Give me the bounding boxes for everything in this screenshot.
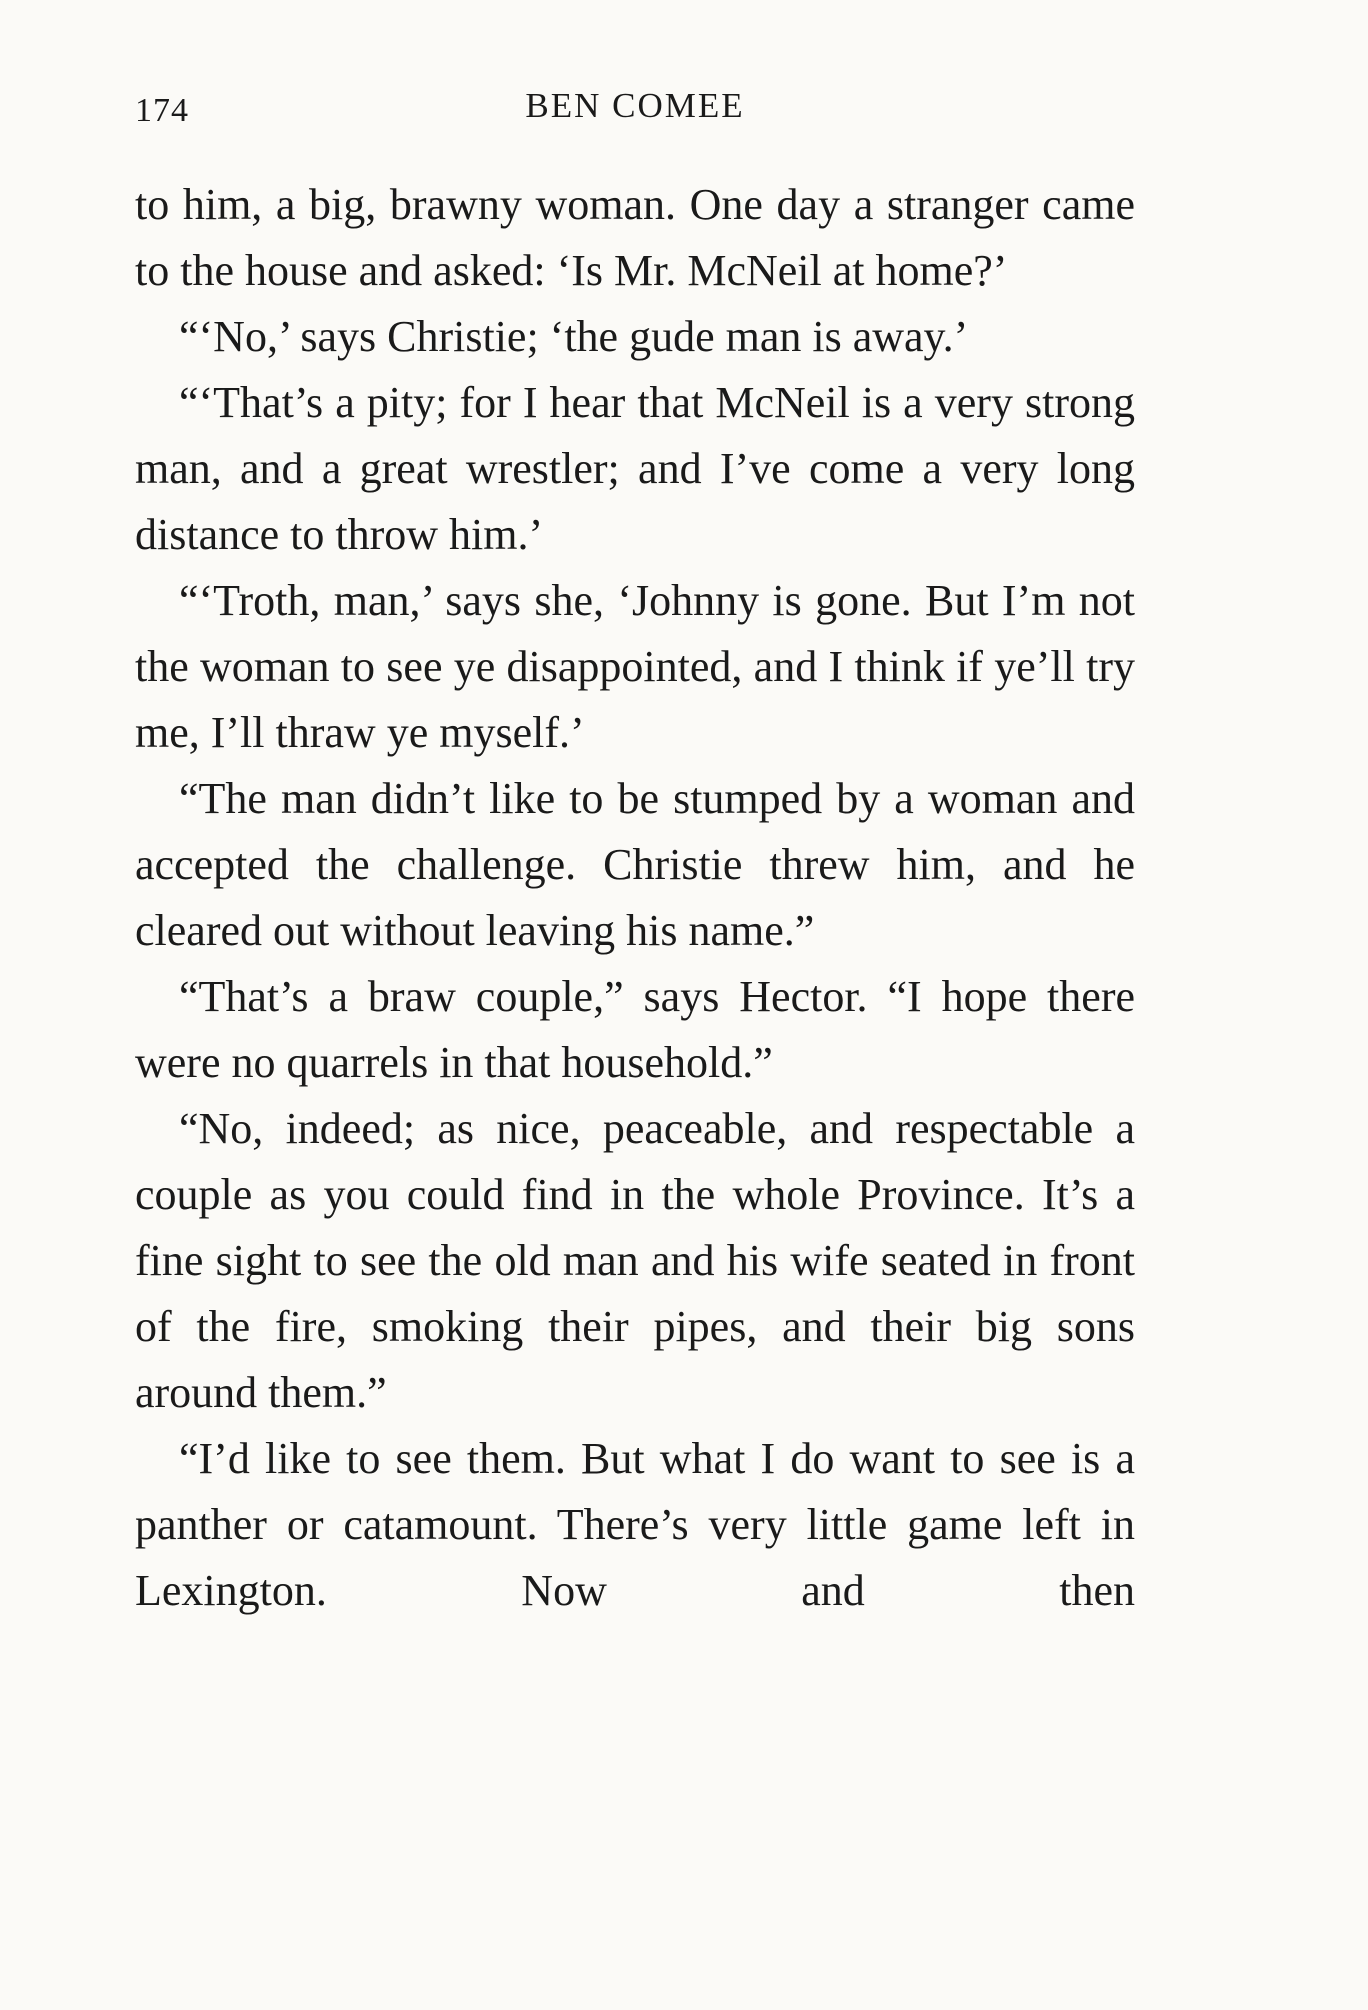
paragraph: “‘No,’ says Christie; ‘the gude man is away.’ bbox=[179, 312, 969, 361]
paragraph: “The man didn’t like to be stumped by a woman and accepted the challenge. Christie threw him, and he cleared out without leaving his name.” bbox=[135, 774, 1135, 955]
running-head: BEN COMEE bbox=[525, 86, 745, 125]
body-text bbox=[135, 172, 1135, 1624]
page-header bbox=[135, 86, 1135, 136]
paragraph: “No, indeed; as nice, peaceable, and respectable a couple as you could find in the whole Province. It’s a fine sight to see the old man and his wife seated in front of the fire, smoking their pipes, and their big sons around them.” bbox=[135, 1104, 1135, 1417]
paragraph: to him, a big, brawny woman. One day a stranger came to the house and asked: ‘Is Mr. McNeil at home?’ bbox=[135, 180, 1135, 295]
paragraph: “I’d like to see them. But what I do want to see is a panther or catamount. There’s very little game left in Lexington. Now and then bbox=[135, 1434, 1135, 1615]
paragraph: “‘Troth, man,’ says she, ‘Johnny is gone. But I’m not the woman to see ye disappointed, and I think if ye’ll try me, I’ll thraw ye myself.’ bbox=[135, 576, 1135, 757]
paragraph: “‘That’s a pity; for I hear that McNeil is a very strong man, and a great wrestler; and I’ve come a very long distance to throw him.’ bbox=[135, 378, 1135, 559]
paragraph: “That’s a braw couple,” says Hector. “I hope there were no quarrels in that household.” bbox=[135, 972, 1135, 1087]
page-number: 174 bbox=[135, 92, 189, 129]
